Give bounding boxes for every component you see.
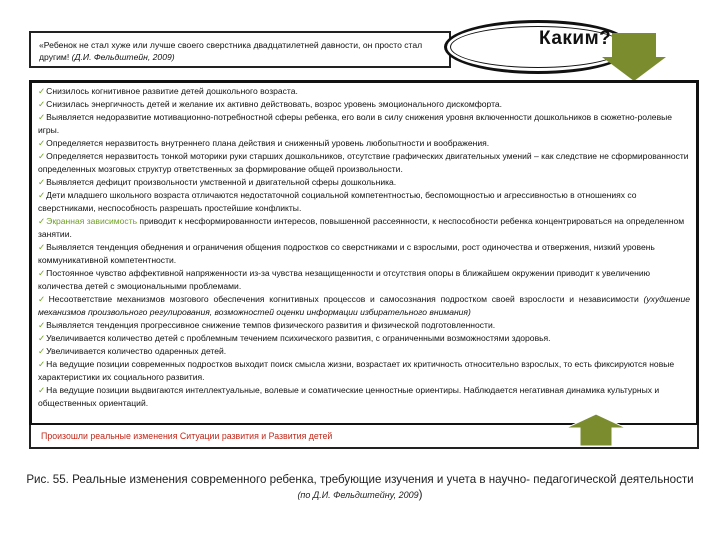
- list-item: ✓Выявляется тенденция обеднения и ограничения общения подростков со сверстниками и с взрослыми, рост одиночества и отвержения, низкий уровень коммуникативной компетентности.: [38, 242, 655, 265]
- list-item: ✓Снизилась энергичность детей и желание их активно действовать, возрос уровень эмоционального дискомфорта.: [38, 99, 503, 109]
- check-icon: ✓: [38, 385, 46, 395]
- check-icon: ✓: [38, 333, 46, 343]
- quote-author: (Д.И. Фельдштейн, 2009): [71, 52, 175, 62]
- list-item: ✓Экранная зависимость приводит к несформированности интересов, повышенной рассеянности, к неспособности ребенка концентрироваться на определенном занятии.: [38, 216, 685, 239]
- list-item: ✓На ведущие позиции современных подростков выходит поиск смысла жизни, возрастает их критичность относительно взрослых, то есть фиксируются новые характеристики их социального развития.: [38, 359, 675, 382]
- list-item: ✓Дети младшего школьного возраста отличаются недостаточной социальной компетентностью, беспомощностью и агрессивностью в отношениях со сверстниками, неспособность разрешать простейшие конфликты.: [38, 190, 637, 213]
- highlight-term: Экранная зависимость: [46, 216, 138, 226]
- check-icon: ✓: [38, 320, 46, 330]
- list-item: ✓Несоответствие механизмов мозгового обеспечения когнитивных процессов и самосознания подростком своей взрослости и независимости (ухудшение механизмов произвольного регулирования, возможностей оценки информации избирательного внимания): [38, 294, 690, 317]
- check-icon: ✓: [38, 99, 46, 109]
- figure-caption: Рис. 55. Реальные изменения современного ребенка, требующие изучения и учета в научно- педагогической деятельности (по Д.И. Фельдштейну, 2009): [26, 473, 694, 501]
- up-arrow-icon: [566, 414, 626, 446]
- check-icon: ✓: [38, 346, 46, 356]
- list-item: ✓Определяется неразвитость внутреннего плана действия и сниженный уровень любопытности и воображения.: [38, 138, 490, 148]
- conclusion-text: Произошли реальные изменения Ситуации развития и Развития детей: [41, 431, 333, 441]
- list-item: ✓Постоянное чувство аффективной напряженности из-за чувства незащищенности и отсутствия опоры в ближайшем окружении приводит к увеличению количества детей с эмоциональными проблемами.: [38, 268, 651, 291]
- check-icon: ✓: [38, 86, 46, 96]
- list-item: ✓Выявляется тенденция прогрессивное снижение темпов физического развития и физической подготовленности.: [38, 320, 496, 330]
- check-icon: ✓: [38, 242, 46, 252]
- check-icon: ✓: [38, 177, 46, 187]
- check-icon: ✓: [38, 112, 46, 122]
- quote-text: «Ребенок не стал хуже или лучше своего сверстника двадцатилетней давности, он просто стал другим!: [39, 40, 423, 62]
- check-icon: ✓: [38, 268, 46, 278]
- down-arrow-icon: [602, 33, 666, 81]
- list-item: ✓Увеличивается количество одаренных детей.: [38, 346, 227, 356]
- list-item: ✓Снизилось когнитивное развитие детей дошкольного возраста.: [38, 86, 298, 96]
- caption-text: Рис. 55. Реальные изменения современного ребенка, требующие изучения и учета в научно- педагогической деятельности: [26, 473, 694, 486]
- heading-label: Каким?: [539, 28, 612, 49]
- list-item: ✓Увеличивается количество детей с проблемным течением психического развития, с ограниченными возможностями здоровья.: [38, 333, 551, 343]
- list-item: ✓На ведущие позиции выдвигаются интеллектуальные, волевые и соматические ценностные ориентиры. Наблюдается негативная динамика культурных и общественных ориентаций.: [38, 385, 660, 408]
- check-icon: ✓: [38, 151, 46, 161]
- check-icon: ✓: [38, 359, 46, 369]
- check-icon: ✓: [38, 138, 46, 148]
- quote-box: [29, 31, 451, 68]
- list-item: ✓Определяется неразвитость тонкой моторики руки старших дошкольников, отсутствие графических двигательных умений – как следствие не сформированности определенных мозговых структур ответственных за формирование общей произвольности.: [38, 151, 689, 174]
- check-icon: ✓: [38, 216, 46, 226]
- list-item: ✓Выявляется дефицит произвольности умственной и двигательной сферы дошкольника.: [38, 177, 397, 187]
- caption-cite: (по Д.И. Фельдштейну, 2009: [297, 490, 419, 500]
- check-icon: ✓: [38, 294, 48, 304]
- list-item: ✓Выявляется недоразвитие мотивационно-потребностной сферы ребенка, его воли в силу снижения уровня включенности дошкольников в сюжетно-ролевые игры.: [38, 112, 673, 135]
- check-icon: ✓: [38, 190, 46, 200]
- changes-list: [29, 80, 699, 426]
